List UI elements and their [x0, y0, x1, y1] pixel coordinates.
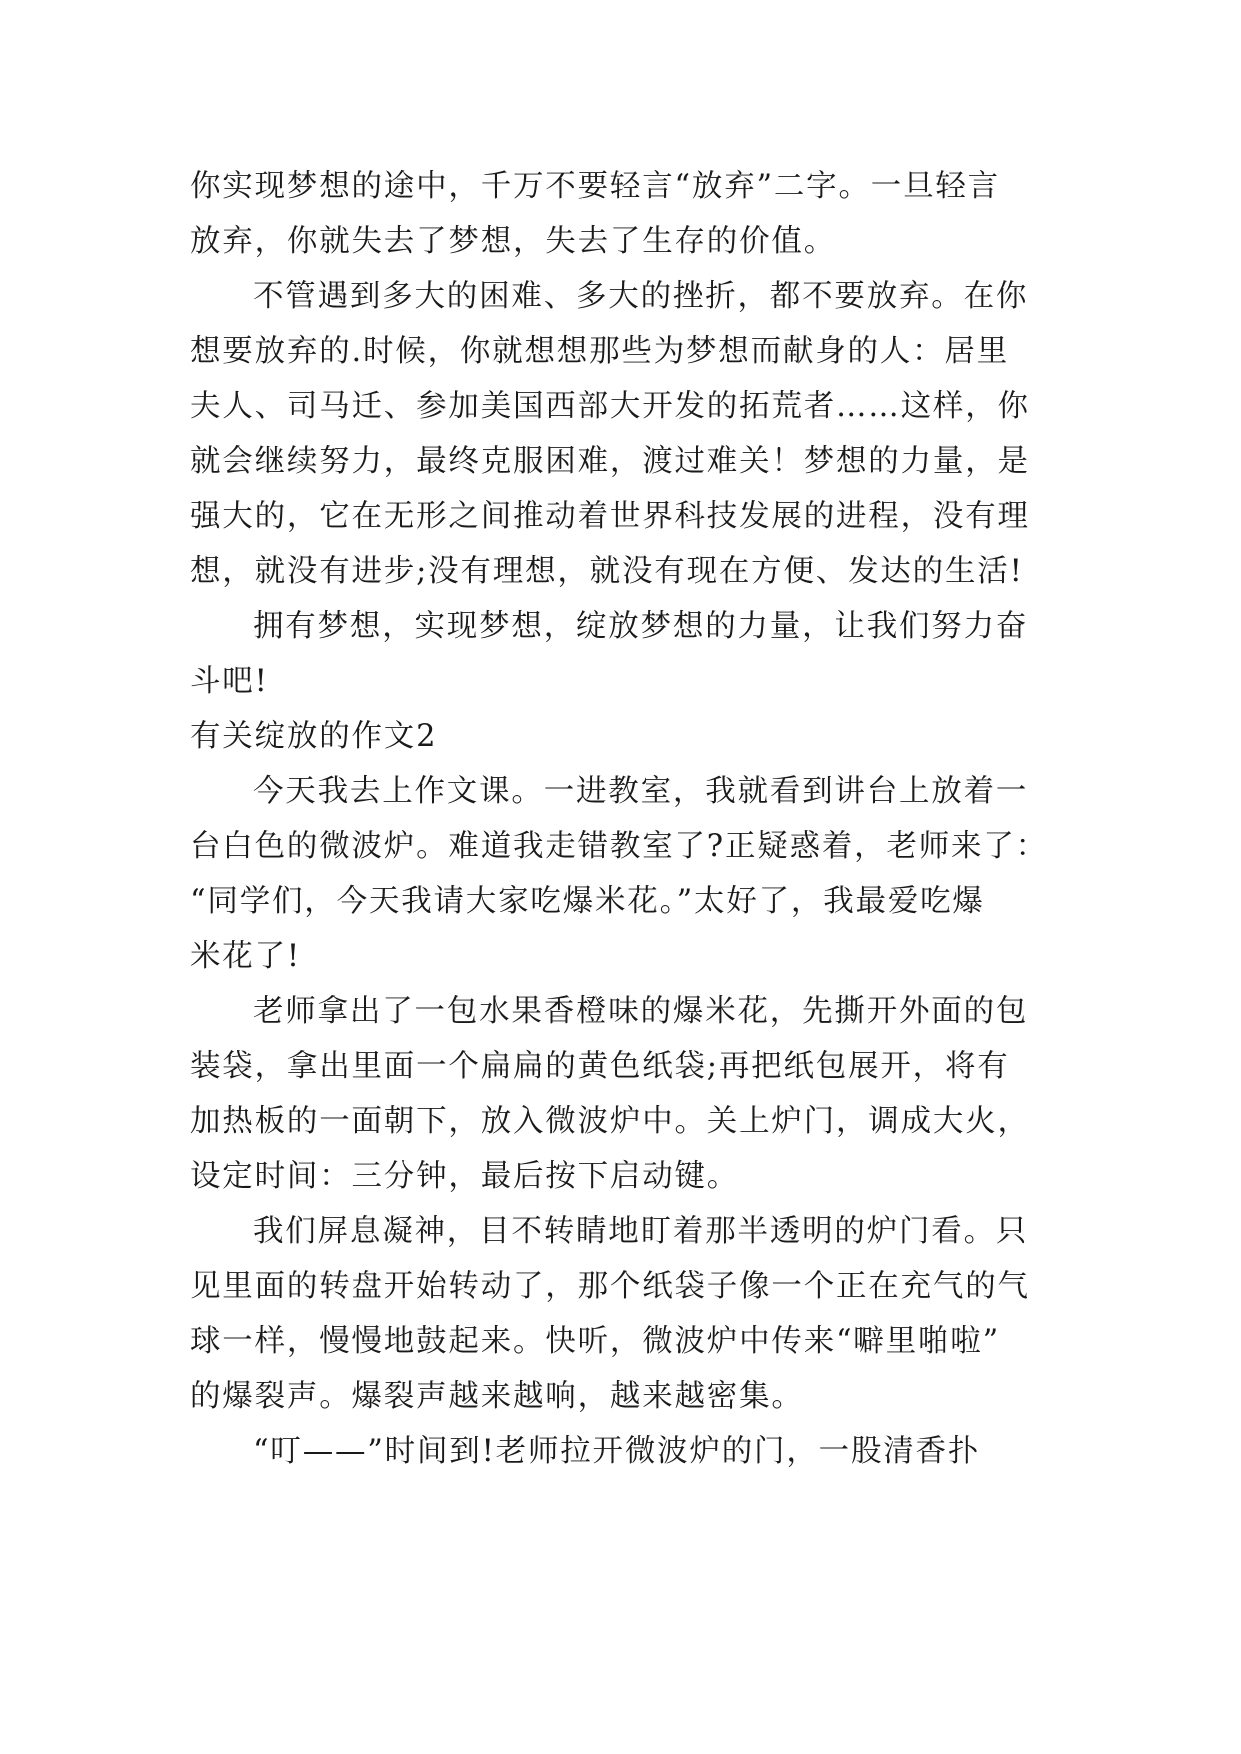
- text-line: 装袋，拿出里面一个扁扁的黄色纸袋;再把纸包展开，将有: [190, 1049, 1010, 1084]
- paragraph-start-line: 我们屏息凝神，目不转睛地盯着那半透明的炉门看。只: [253, 1214, 1029, 1249]
- text-line: 放弃，你就失去了梦想，失去了生存的价值。: [190, 224, 836, 259]
- text-line: “同学们，今天我请大家吃爆米花。”太好了，我最爱吃爆: [190, 884, 985, 919]
- text-line: 设定时间：三分钟，最后按下启动键。: [190, 1159, 740, 1194]
- text-line: 斗吧!: [190, 664, 269, 699]
- paragraph-start-line: 拥有梦想，实现梦想，绽放梦想的力量，让我们努力奋: [253, 609, 1029, 644]
- text-line: 加热板的一面朝下，放入微波炉中。关上炉门，调成大火，: [190, 1104, 1030, 1139]
- text-line: 的爆裂声。爆裂声越来越响，越来越密集。: [190, 1379, 804, 1414]
- section-heading: 有关绽放的作文2: [190, 719, 438, 754]
- text-line: 你实现梦想的途中，千万不要轻言“放弃”二字。一旦轻言: [190, 169, 1000, 204]
- text-line: 夫人、司马迁、参加美国西部大开发的拓荒者……这样，你: [190, 389, 1030, 424]
- text-line: 台白色的微波炉。难道我走错教室了?正疑惑着，老师来了：: [190, 829, 1048, 864]
- paragraph-start-line: 不管遇到多大的困难、多大的挫折，都不要放弃。在你: [253, 279, 1029, 314]
- paragraph-start-line: 今天我去上作文课。一进教室，我就看到讲台上放着一: [253, 774, 1029, 809]
- paragraph-start-line: “叮——”时间到!老师拉开微波炉的门，一股清香扑: [253, 1434, 981, 1469]
- text-line: 强大的，它在无形之间推动着世界科技发展的进程，没有理: [190, 499, 1030, 534]
- text-line: 想要放弃的.时候，你就想想那些为梦想而献身的人：居里: [190, 334, 1009, 369]
- text-line: 米花了!: [190, 939, 301, 974]
- text-line: 见里面的转盘开始转动了，那个纸袋子像一个正在充气的气: [190, 1269, 1030, 1304]
- text-line: 球一样，慢慢地鼓起来。快听，微波炉中传来“噼里啪啦”: [190, 1324, 1000, 1359]
- paragraph-start-line: 老师拿出了一包水果香橙味的爆米花，先撕开外面的包: [253, 994, 1029, 1029]
- text-line: 想，就没有进步;没有理想，就没有现在方便、发达的生活!: [190, 554, 1024, 589]
- text-line: 就会继续努力，最终克服困难，渡过难关！梦想的力量，是: [190, 444, 1030, 479]
